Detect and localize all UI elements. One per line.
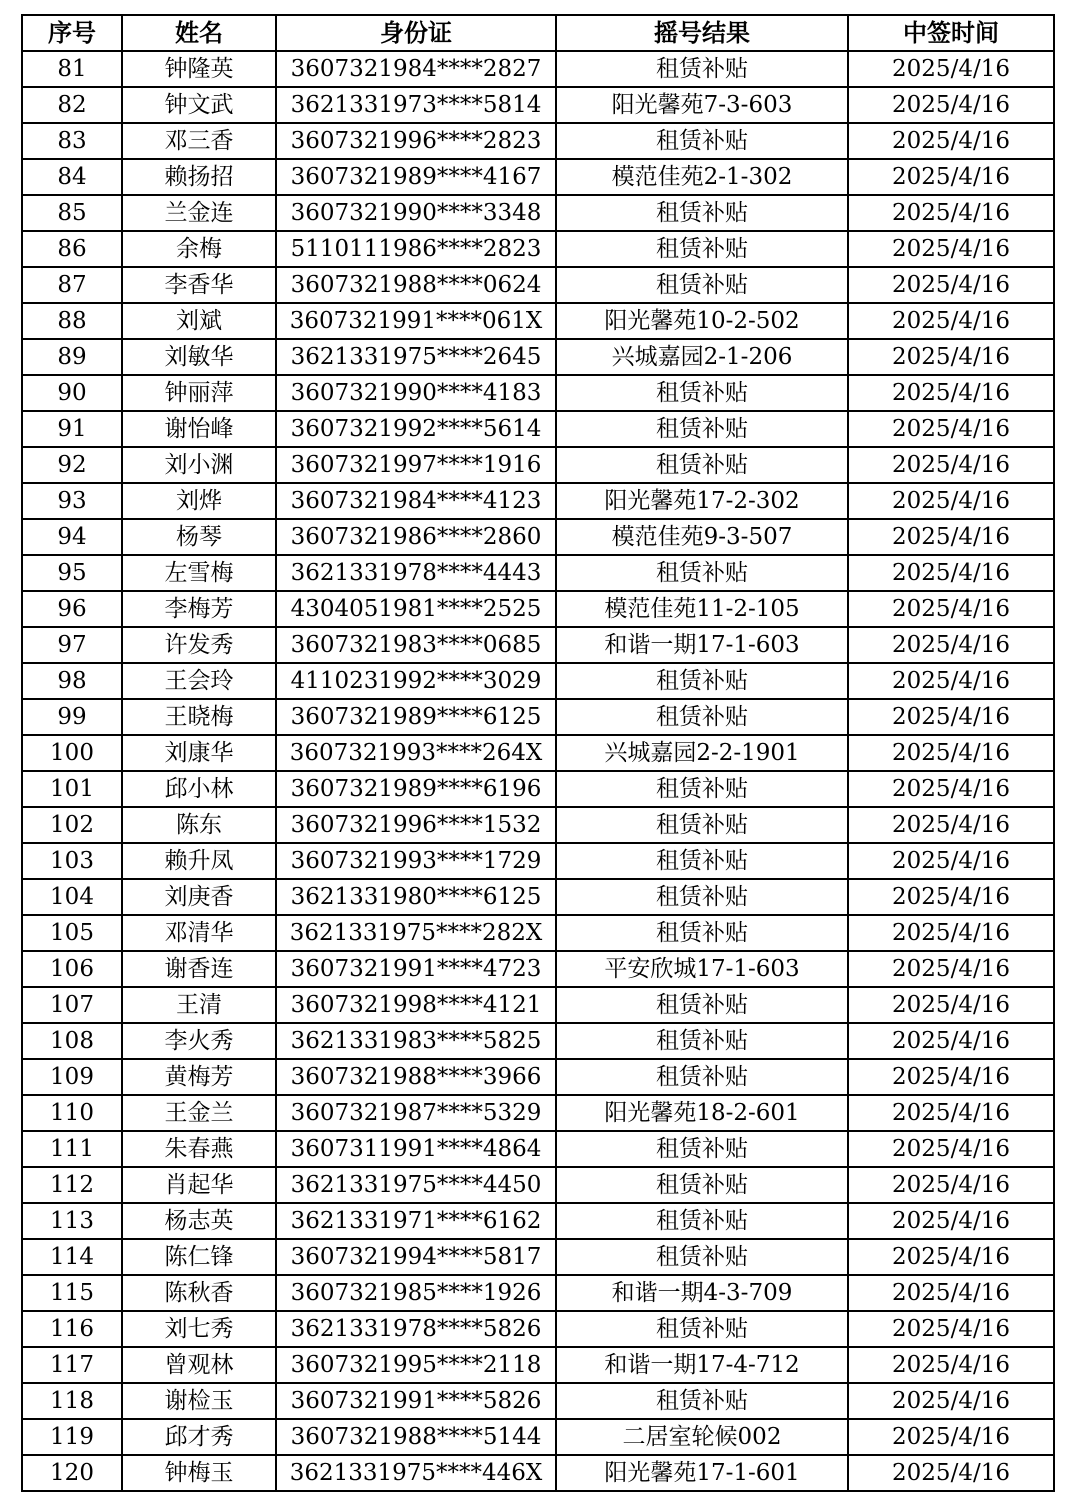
cell-serial-number: 90 [22, 375, 122, 411]
cell-id-number: 3607321993****264X [276, 735, 556, 771]
cell-name: 许发秀 [122, 627, 276, 663]
header-draw-date: 中签时间 [848, 15, 1054, 51]
cell-serial-number: 103 [22, 843, 122, 879]
cell-lottery-result: 模范佳苑2-1-302 [556, 159, 848, 195]
table-row [22, 1419, 1054, 1455]
cell-lottery-result: 租赁补贴 [556, 1023, 848, 1059]
table-row [22, 1275, 1054, 1311]
cell-name: 钟隆英 [122, 51, 276, 87]
table-row [22, 1383, 1054, 1419]
cell-lottery-result: 租赁补贴 [556, 555, 848, 591]
cell-id-number: 3607321994****5817 [276, 1239, 556, 1275]
cell-id-number: 3607321993****1729 [276, 843, 556, 879]
cell-serial-number: 92 [22, 447, 122, 483]
cell-draw-date: 2025/4/16 [848, 915, 1054, 951]
cell-draw-date: 2025/4/16 [848, 1275, 1054, 1311]
table-row [22, 195, 1054, 231]
cell-id-number: 3607321985****1926 [276, 1275, 556, 1311]
cell-draw-date: 2025/4/16 [848, 1419, 1054, 1455]
cell-name: 陈东 [122, 807, 276, 843]
cell-name: 刘小渊 [122, 447, 276, 483]
cell-name: 李火秀 [122, 1023, 276, 1059]
cell-serial-number: 100 [22, 735, 122, 771]
table-row [22, 1167, 1054, 1203]
cell-name: 王清 [122, 987, 276, 1023]
cell-id-number: 3621331975****2645 [276, 339, 556, 375]
cell-lottery-result: 兴城嘉园2-1-206 [556, 339, 848, 375]
cell-id-number: 3607321996****1532 [276, 807, 556, 843]
cell-id-number: 3607321984****2827 [276, 51, 556, 87]
table-row [22, 807, 1054, 843]
cell-lottery-result: 模范佳苑11-2-105 [556, 591, 848, 627]
cell-id-number: 3607321996****2823 [276, 123, 556, 159]
cell-lottery-result: 租赁补贴 [556, 915, 848, 951]
cell-serial-number: 88 [22, 303, 122, 339]
cell-id-number: 3621331975****446X [276, 1455, 556, 1491]
cell-id-number: 3607321990****4183 [276, 375, 556, 411]
cell-serial-number: 105 [22, 915, 122, 951]
cell-id-number: 3621331978****4443 [276, 555, 556, 591]
cell-lottery-result: 租赁补贴 [556, 843, 848, 879]
cell-draw-date: 2025/4/16 [848, 1059, 1054, 1095]
cell-id-number: 3607321992****5614 [276, 411, 556, 447]
cell-serial-number: 118 [22, 1383, 122, 1419]
cell-serial-number: 112 [22, 1167, 122, 1203]
cell-lottery-result: 租赁补贴 [556, 375, 848, 411]
cell-name: 刘七秀 [122, 1311, 276, 1347]
cell-lottery-result: 租赁补贴 [556, 51, 848, 87]
cell-draw-date: 2025/4/16 [848, 879, 1054, 915]
cell-id-number: 3621331975****282X [276, 915, 556, 951]
cell-lottery-result: 阳光馨苑17-1-601 [556, 1455, 848, 1491]
table-row [22, 411, 1054, 447]
cell-serial-number: 97 [22, 627, 122, 663]
cell-id-number: 3607311991****4864 [276, 1131, 556, 1167]
table-row [22, 1095, 1054, 1131]
cell-name: 邓三香 [122, 123, 276, 159]
cell-draw-date: 2025/4/16 [848, 411, 1054, 447]
cell-id-number: 3607321984****4123 [276, 483, 556, 519]
cell-id-number: 3621331980****6125 [276, 879, 556, 915]
cell-lottery-result: 租赁补贴 [556, 1131, 848, 1167]
cell-id-number: 3621331973****5814 [276, 87, 556, 123]
table-row [22, 375, 1054, 411]
cell-draw-date: 2025/4/16 [848, 1239, 1054, 1275]
cell-draw-date: 2025/4/16 [848, 267, 1054, 303]
cell-id-number: 3607321989****6125 [276, 699, 556, 735]
cell-draw-date: 2025/4/16 [848, 1455, 1054, 1491]
cell-lottery-result: 租赁补贴 [556, 1059, 848, 1095]
cell-serial-number: 81 [22, 51, 122, 87]
cell-id-number: 3607321990****3348 [276, 195, 556, 231]
cell-name: 邓清华 [122, 915, 276, 951]
cell-name: 赖升凤 [122, 843, 276, 879]
table-row [22, 1239, 1054, 1275]
cell-draw-date: 2025/4/16 [848, 771, 1054, 807]
cell-name: 谢怡峰 [122, 411, 276, 447]
cell-serial-number: 104 [22, 879, 122, 915]
cell-lottery-result: 租赁补贴 [556, 699, 848, 735]
cell-name: 肖起华 [122, 1167, 276, 1203]
cell-draw-date: 2025/4/16 [848, 1203, 1054, 1239]
cell-draw-date: 2025/4/16 [848, 951, 1054, 987]
cell-serial-number: 91 [22, 411, 122, 447]
cell-name: 黄梅芳 [122, 1059, 276, 1095]
table-row [22, 1347, 1054, 1383]
cell-lottery-result: 模范佳苑9-3-507 [556, 519, 848, 555]
cell-draw-date: 2025/4/16 [848, 1023, 1054, 1059]
cell-draw-date: 2025/4/16 [848, 627, 1054, 663]
cell-serial-number: 120 [22, 1455, 122, 1491]
table-row [22, 159, 1054, 195]
cell-id-number: 3607321988****0624 [276, 267, 556, 303]
cell-id-number: 3621331978****5826 [276, 1311, 556, 1347]
cell-draw-date: 2025/4/16 [848, 519, 1054, 555]
cell-serial-number: 107 [22, 987, 122, 1023]
table-row [22, 87, 1054, 123]
cell-draw-date: 2025/4/16 [848, 1167, 1054, 1203]
cell-lottery-result: 租赁补贴 [556, 231, 848, 267]
table-row [22, 447, 1054, 483]
table-row [22, 627, 1054, 663]
cell-name: 钟丽萍 [122, 375, 276, 411]
cell-lottery-result: 租赁补贴 [556, 195, 848, 231]
cell-id-number: 3607321991****5826 [276, 1383, 556, 1419]
cell-lottery-result: 平安欣城17-1-603 [556, 951, 848, 987]
cell-name: 赖扬招 [122, 159, 276, 195]
cell-draw-date: 2025/4/16 [848, 1347, 1054, 1383]
cell-name: 钟文武 [122, 87, 276, 123]
table-row [22, 987, 1054, 1023]
table-row [22, 339, 1054, 375]
cell-id-number: 3607321987****5329 [276, 1095, 556, 1131]
cell-draw-date: 2025/4/16 [848, 1311, 1054, 1347]
table-row [22, 699, 1054, 735]
table-body [22, 51, 1054, 1491]
table-row [22, 51, 1054, 87]
cell-id-number: 4304051981****2525 [276, 591, 556, 627]
lottery-results-table [21, 14, 1055, 1492]
table-row [22, 1131, 1054, 1167]
cell-name: 陈秋香 [122, 1275, 276, 1311]
table-row [22, 483, 1054, 519]
cell-id-number: 3607321988****5144 [276, 1419, 556, 1455]
cell-lottery-result: 租赁补贴 [556, 1383, 848, 1419]
cell-serial-number: 85 [22, 195, 122, 231]
cell-lottery-result: 兴城嘉园2-2-1901 [556, 735, 848, 771]
cell-draw-date: 2025/4/16 [848, 303, 1054, 339]
cell-lottery-result: 租赁补贴 [556, 447, 848, 483]
cell-lottery-result: 租赁补贴 [556, 267, 848, 303]
cell-lottery-result: 二居室轮候002 [556, 1419, 848, 1455]
cell-serial-number: 109 [22, 1059, 122, 1095]
cell-lottery-result: 和谐一期17-1-603 [556, 627, 848, 663]
table-row [22, 1311, 1054, 1347]
cell-id-number: 3607321997****1916 [276, 447, 556, 483]
header-serial-number: 序号 [22, 15, 122, 51]
cell-serial-number: 102 [22, 807, 122, 843]
cell-draw-date: 2025/4/16 [848, 1095, 1054, 1131]
header-name: 姓名 [122, 15, 276, 51]
cell-serial-number: 93 [22, 483, 122, 519]
table-row [22, 915, 1054, 951]
header-lottery-result: 摇号结果 [556, 15, 848, 51]
cell-name: 王会玲 [122, 663, 276, 699]
cell-serial-number: 111 [22, 1131, 122, 1167]
cell-id-number: 3607321989****4167 [276, 159, 556, 195]
cell-serial-number: 96 [22, 591, 122, 627]
cell-id-number: 3607321986****2860 [276, 519, 556, 555]
cell-id-number: 3621331975****4450 [276, 1167, 556, 1203]
cell-draw-date: 2025/4/16 [848, 87, 1054, 123]
cell-id-number: 3621331971****6162 [276, 1203, 556, 1239]
cell-lottery-result: 租赁补贴 [556, 879, 848, 915]
cell-lottery-result: 和谐一期17-4-712 [556, 1347, 848, 1383]
cell-lottery-result: 租赁补贴 [556, 1311, 848, 1347]
cell-lottery-result: 租赁补贴 [556, 1239, 848, 1275]
cell-lottery-result: 租赁补贴 [556, 807, 848, 843]
header-id-number: 身份证 [276, 15, 556, 51]
cell-serial-number: 101 [22, 771, 122, 807]
cell-name: 谢检玉 [122, 1383, 276, 1419]
cell-lottery-result: 和谐一期4-3-709 [556, 1275, 848, 1311]
table-row [22, 555, 1054, 591]
cell-draw-date: 2025/4/16 [848, 735, 1054, 771]
cell-name: 杨志英 [122, 1203, 276, 1239]
cell-id-number: 5110111986****2823 [276, 231, 556, 267]
cell-serial-number: 106 [22, 951, 122, 987]
cell-draw-date: 2025/4/16 [848, 159, 1054, 195]
cell-name: 陈仁锋 [122, 1239, 276, 1275]
cell-draw-date: 2025/4/16 [848, 447, 1054, 483]
cell-serial-number: 114 [22, 1239, 122, 1275]
cell-draw-date: 2025/4/16 [848, 1383, 1054, 1419]
cell-id-number: 3607321989****6196 [276, 771, 556, 807]
cell-draw-date: 2025/4/16 [848, 339, 1054, 375]
cell-name: 刘烨 [122, 483, 276, 519]
cell-serial-number: 87 [22, 267, 122, 303]
cell-draw-date: 2025/4/16 [848, 663, 1054, 699]
cell-lottery-result: 租赁补贴 [556, 123, 848, 159]
table-row [22, 267, 1054, 303]
table-header [22, 15, 1054, 51]
cell-serial-number: 86 [22, 231, 122, 267]
cell-draw-date: 2025/4/16 [848, 987, 1054, 1023]
cell-name: 兰金连 [122, 195, 276, 231]
cell-id-number: 3607321998****4121 [276, 987, 556, 1023]
table-row [22, 231, 1054, 267]
cell-draw-date: 2025/4/16 [848, 807, 1054, 843]
cell-serial-number: 116 [22, 1311, 122, 1347]
cell-name: 邱小林 [122, 771, 276, 807]
cell-lottery-result: 租赁补贴 [556, 1167, 848, 1203]
cell-lottery-result: 租赁补贴 [556, 771, 848, 807]
cell-name: 余梅 [122, 231, 276, 267]
cell-serial-number: 84 [22, 159, 122, 195]
cell-id-number: 3607321988****3966 [276, 1059, 556, 1095]
cell-name: 左雪梅 [122, 555, 276, 591]
cell-id-number: 3607321991****061X [276, 303, 556, 339]
table-row [22, 879, 1054, 915]
table-row [22, 1059, 1054, 1095]
cell-name: 李香华 [122, 267, 276, 303]
cell-draw-date: 2025/4/16 [848, 483, 1054, 519]
cell-draw-date: 2025/4/16 [848, 1131, 1054, 1167]
cell-lottery-result: 租赁补贴 [556, 987, 848, 1023]
cell-draw-date: 2025/4/16 [848, 591, 1054, 627]
table-row [22, 1023, 1054, 1059]
cell-serial-number: 113 [22, 1203, 122, 1239]
cell-serial-number: 94 [22, 519, 122, 555]
cell-name: 朱春燕 [122, 1131, 276, 1167]
cell-name: 刘庚香 [122, 879, 276, 915]
cell-draw-date: 2025/4/16 [848, 843, 1054, 879]
cell-id-number: 3607321991****4723 [276, 951, 556, 987]
cell-draw-date: 2025/4/16 [848, 375, 1054, 411]
header-row [22, 15, 1054, 51]
cell-draw-date: 2025/4/16 [848, 699, 1054, 735]
cell-name: 钟梅玉 [122, 1455, 276, 1491]
cell-name: 邱才秀 [122, 1419, 276, 1455]
cell-name: 刘敏华 [122, 339, 276, 375]
table-row [22, 1455, 1054, 1491]
cell-serial-number: 108 [22, 1023, 122, 1059]
cell-draw-date: 2025/4/16 [848, 555, 1054, 591]
cell-id-number: 4110231992****3029 [276, 663, 556, 699]
cell-id-number: 3621331983****5825 [276, 1023, 556, 1059]
cell-lottery-result: 阳光馨苑7-3-603 [556, 87, 848, 123]
cell-lottery-result: 阳光馨苑17-2-302 [556, 483, 848, 519]
cell-name: 王金兰 [122, 1095, 276, 1131]
table-row [22, 1203, 1054, 1239]
cell-serial-number: 95 [22, 555, 122, 591]
cell-serial-number: 83 [22, 123, 122, 159]
cell-serial-number: 110 [22, 1095, 122, 1131]
cell-draw-date: 2025/4/16 [848, 195, 1054, 231]
cell-id-number: 3607321983****0685 [276, 627, 556, 663]
table-row [22, 591, 1054, 627]
cell-serial-number: 89 [22, 339, 122, 375]
cell-name: 刘康华 [122, 735, 276, 771]
cell-name: 李梅芳 [122, 591, 276, 627]
cell-name: 王晓梅 [122, 699, 276, 735]
table-row [22, 951, 1054, 987]
cell-id-number: 3607321995****2118 [276, 1347, 556, 1383]
cell-lottery-result: 租赁补贴 [556, 1203, 848, 1239]
cell-lottery-result: 阳光馨苑10-2-502 [556, 303, 848, 339]
cell-draw-date: 2025/4/16 [848, 51, 1054, 87]
cell-name: 谢香连 [122, 951, 276, 987]
cell-serial-number: 99 [22, 699, 122, 735]
table-row [22, 663, 1054, 699]
cell-name: 刘斌 [122, 303, 276, 339]
cell-lottery-result: 阳光馨苑18-2-601 [556, 1095, 848, 1131]
table-row [22, 735, 1054, 771]
cell-serial-number: 98 [22, 663, 122, 699]
table-row [22, 519, 1054, 555]
cell-serial-number: 117 [22, 1347, 122, 1383]
table-row [22, 303, 1054, 339]
table-row [22, 771, 1054, 807]
cell-draw-date: 2025/4/16 [848, 123, 1054, 159]
table-row [22, 123, 1054, 159]
table-row [22, 843, 1054, 879]
cell-lottery-result: 租赁补贴 [556, 663, 848, 699]
cell-name: 曾观林 [122, 1347, 276, 1383]
cell-draw-date: 2025/4/16 [848, 231, 1054, 267]
cell-serial-number: 82 [22, 87, 122, 123]
cell-serial-number: 115 [22, 1275, 122, 1311]
cell-name: 杨琴 [122, 519, 276, 555]
cell-serial-number: 119 [22, 1419, 122, 1455]
cell-lottery-result: 租赁补贴 [556, 411, 848, 447]
